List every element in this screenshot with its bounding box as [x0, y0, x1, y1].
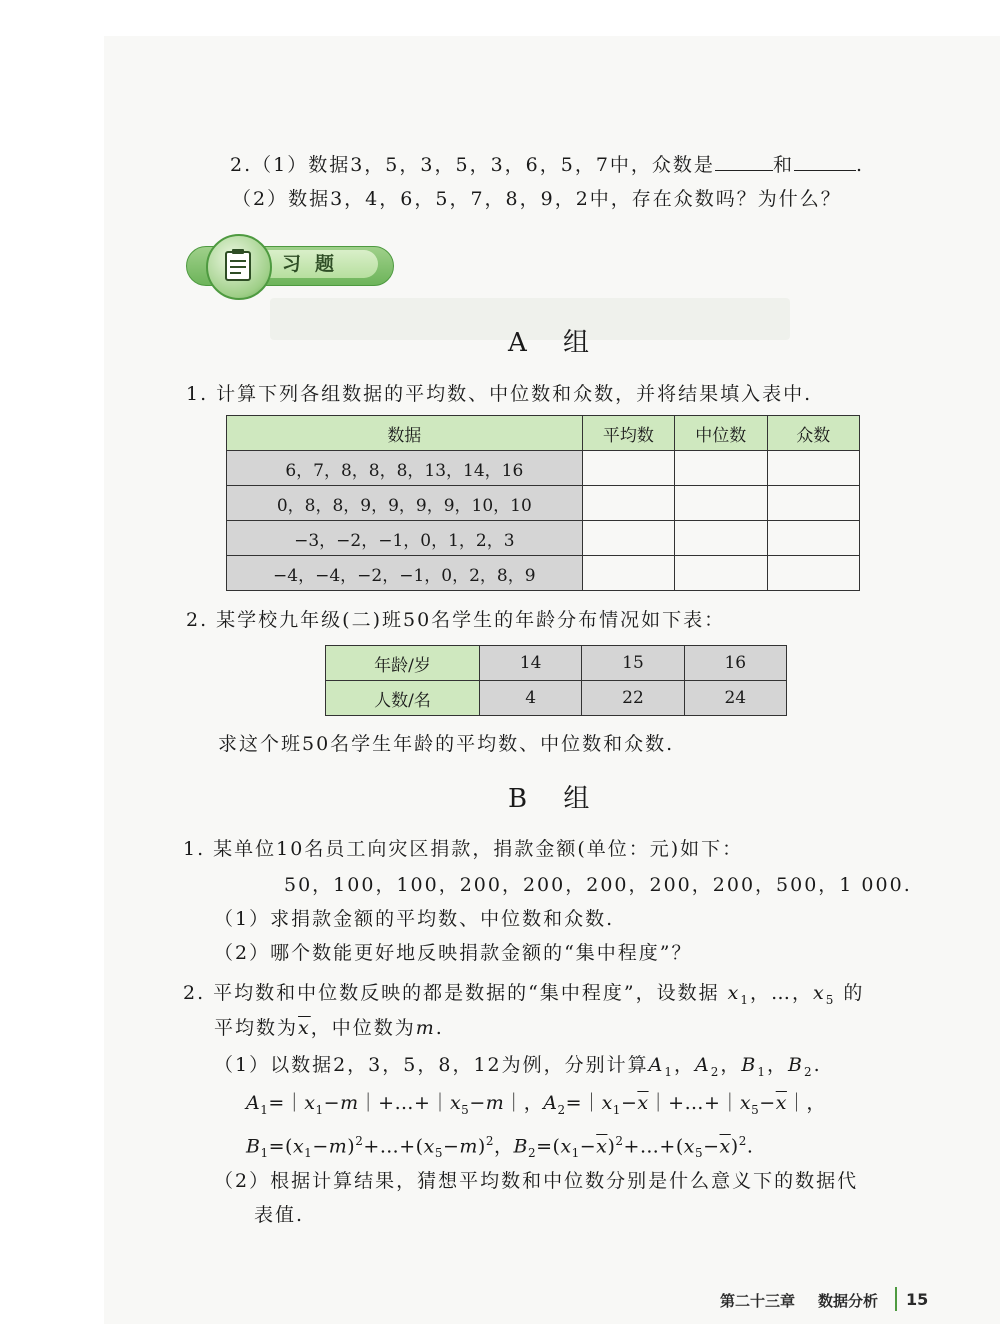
answer-blank-1[interactable] — [715, 152, 773, 171]
footer-chapter: 第二十三章 — [720, 1292, 796, 1310]
median-cell[interactable] — [675, 556, 767, 591]
formula-a: $A_1=|x_1-m|+\dots+|x_5-m|$，$A_2=|x_1-\overline{x}|+\dots+|x_5-\overline{x}|$， — [246, 1092, 826, 1117]
mode-cell[interactable] — [767, 451, 859, 486]
b-question-2-part1: （1）以数据2，3，5，8，12为例，分别计算$A_1$，$A_2$，$B_1$，$B_2$. — [214, 1054, 822, 1079]
a-question-2: 2. 某学校九年级(二)班50名学生的年龄分布情况如下表： — [186, 609, 726, 631]
mode-cell[interactable] — [767, 521, 859, 556]
header-median: 中位数 — [675, 416, 767, 451]
answer-blank-2[interactable] — [794, 152, 856, 171]
mean-cell[interactable] — [582, 451, 674, 486]
b-question-1-data: 50，100，100，200，200，200，200，200，500，1 000. — [284, 874, 912, 896]
mode-cell[interactable] — [767, 556, 859, 591]
age-value: 14 — [479, 646, 581, 681]
a-question-2-ask: 求这个班50名学生年龄的平均数、中位数和众数. — [218, 733, 675, 755]
b-question-2-part2: （2）根据计算结果，猜想平均数和中位数分别是什么意义下的数据代 — [214, 1170, 859, 1192]
exercise-label: 习题 — [281, 253, 348, 275]
header-mean: 平均数 — [582, 416, 674, 451]
b-question-1: 1. 某单位10名员工向灾区捐款，捐款金额(单位：元)如下： — [183, 838, 744, 860]
count-value: 24 — [684, 681, 786, 716]
formula-b: $B_1=(x_1-m)^2+\dots+(x_5-m)^2$，$B_2=(x_1-\overline{x})^2+\dots+(x_5-\overline{x})^2$. — [246, 1134, 754, 1161]
page-number: 15 — [906, 1290, 929, 1309]
table-row — [227, 556, 860, 591]
table-row — [326, 646, 787, 681]
header-mode: 众数 — [767, 416, 859, 451]
group-a-title: A 组 — [508, 328, 604, 358]
data-cell: −3，−2，−1，0，1，2，3 — [227, 521, 583, 556]
data-cell: 0，8，8，9，9，9，9，10，10 — [227, 486, 583, 521]
mode-cell[interactable] — [767, 486, 859, 521]
age-value: 15 — [582, 646, 684, 681]
b-question-1-b: （2）哪个数能更好地反映捐款金额的“集中程度”？ — [214, 942, 693, 964]
notepad-icon — [206, 234, 272, 300]
age-header: 年龄/岁 — [326, 646, 480, 681]
data-cell: −4，−4，−2，−1，0，2，8，9 — [227, 556, 583, 591]
footer-divider — [895, 1287, 897, 1311]
footer-title: 数据分析 — [818, 1292, 879, 1310]
group-b-title: B 组 — [508, 784, 604, 814]
age-value: 16 — [684, 646, 786, 681]
header-data: 数据 — [227, 416, 583, 451]
b-question-2-line1: 2. 平均数和中位数反映的都是数据的“集中程度”，设数据 $x_1$，…，$x_5$ 的 — [183, 982, 865, 1007]
count-value: 4 — [479, 681, 581, 716]
data-cell: 6，7，8，8，8，13，14，16 — [227, 451, 583, 486]
question-2-part1: 2.（1）数据3，5，3，5，3，6，5，7中，众数是 和 . — [230, 154, 864, 176]
question-2-part2: （2）数据3，4，6，5，7，8，9，2中，存在众数吗？为什么？ — [232, 188, 842, 210]
table-row — [227, 451, 860, 486]
table-row — [227, 486, 860, 521]
mean-cell[interactable] — [582, 556, 674, 591]
averages-table — [226, 415, 860, 591]
median-cell[interactable] — [675, 486, 767, 521]
a-question-1: 1. 计算下列各组数据的平均数、中位数和众数，并将结果填入表中. — [186, 383, 813, 405]
table-header-row — [227, 416, 860, 451]
median-cell[interactable] — [675, 451, 767, 486]
exercise-banner — [186, 234, 392, 296]
b-question-2-part2-cont: 表值. — [254, 1204, 305, 1226]
mean-cell[interactable] — [582, 486, 674, 521]
mean-cell[interactable] — [582, 521, 674, 556]
age-table — [325, 645, 787, 716]
median-cell[interactable] — [675, 521, 767, 556]
count-header: 人数/名 — [326, 681, 480, 716]
b-question-2-line2: 平均数为$\overline{x}$，中位数为m. — [214, 1017, 444, 1039]
b-question-1-a: （1）求捐款金额的平均数、中位数和众数. — [214, 908, 615, 930]
table-row — [227, 521, 860, 556]
count-value: 22 — [582, 681, 684, 716]
table-row — [326, 681, 787, 716]
